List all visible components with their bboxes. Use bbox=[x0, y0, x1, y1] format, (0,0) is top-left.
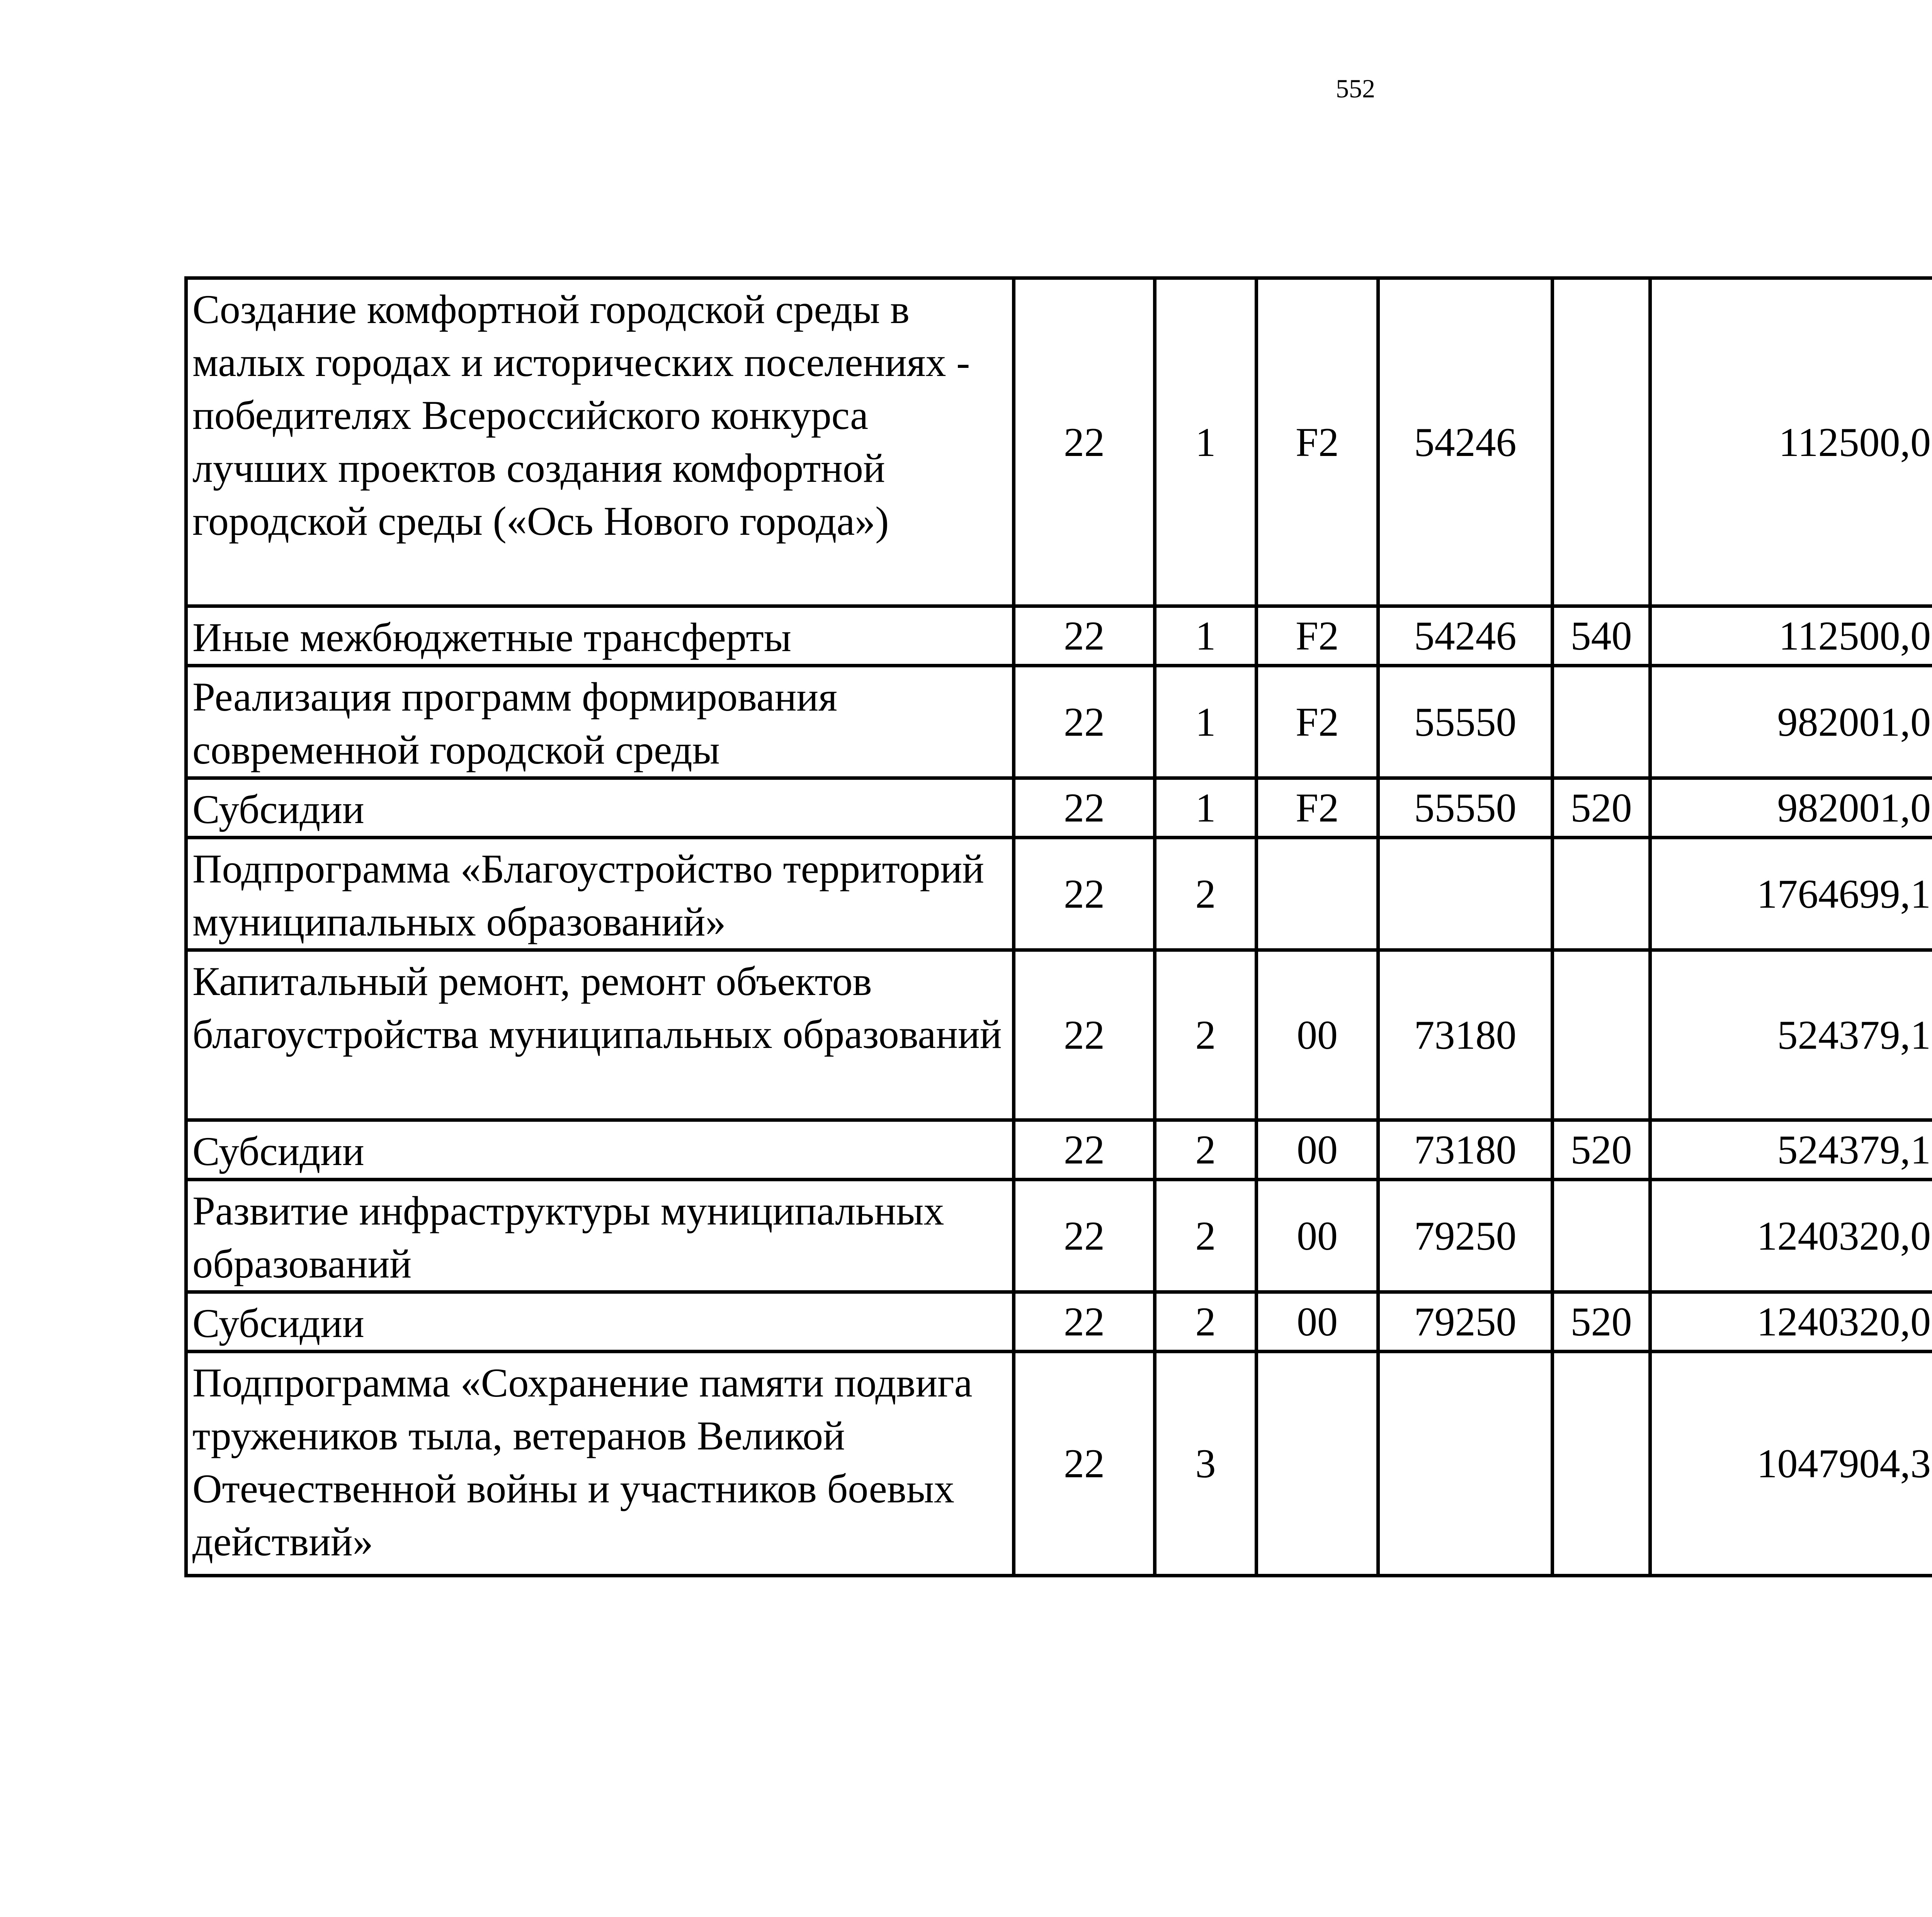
table-row bbox=[186, 666, 1932, 778]
amount-1: 982001,0 bbox=[1650, 778, 1932, 838]
direction-code: 00 bbox=[1257, 950, 1378, 1120]
subprogram-code: 1 bbox=[1155, 778, 1257, 838]
item-name: Подпрограмма «Сохранение памяти подвига тружеников тыла, ветеранов Великой Отечественной войны и участников боевых действий» bbox=[186, 1352, 1014, 1576]
direction-code: F2 bbox=[1257, 606, 1378, 666]
item-name: Капитальный ремонт, ремонт объектов благоустройства муниципальных образований bbox=[186, 950, 1014, 1120]
direction-code bbox=[1257, 1352, 1378, 1576]
expense-type-code bbox=[1553, 1352, 1650, 1576]
target-code bbox=[1378, 1352, 1553, 1576]
table-row bbox=[186, 950, 1932, 1120]
direction-code: 00 bbox=[1257, 1292, 1378, 1352]
item-name: Субсидии bbox=[186, 778, 1014, 838]
item-name: Иные межбюджетные трансферты bbox=[186, 606, 1014, 666]
target-code: 79250 bbox=[1378, 1180, 1553, 1292]
expense-type-code bbox=[1553, 278, 1650, 606]
item-name: Субсидии bbox=[186, 1120, 1014, 1180]
item-name: Субсидии bbox=[186, 1292, 1014, 1352]
expense-type-code: 520 bbox=[1553, 1120, 1650, 1180]
target-code: 54246 bbox=[1378, 606, 1553, 666]
program-code: 22 bbox=[1014, 1292, 1155, 1352]
direction-code bbox=[1257, 838, 1378, 950]
direction-code: F2 bbox=[1257, 278, 1378, 606]
amount-1: 112500,0 bbox=[1650, 606, 1932, 666]
program-code: 22 bbox=[1014, 838, 1155, 950]
table-row bbox=[186, 1292, 1932, 1352]
item-name: Подпрограмма «Благоустройство территорий муниципальных образований» bbox=[186, 838, 1014, 950]
subprogram-code: 1 bbox=[1155, 278, 1257, 606]
subprogram-code: 2 bbox=[1155, 1180, 1257, 1292]
direction-code: 00 bbox=[1257, 1180, 1378, 1292]
table-row bbox=[186, 838, 1932, 950]
expense-type-code bbox=[1553, 838, 1650, 950]
program-code: 22 bbox=[1014, 666, 1155, 778]
subprogram-code: 3 bbox=[1155, 1352, 1257, 1576]
expense-type-code: 520 bbox=[1553, 778, 1650, 838]
amount-1: 1240320,0 bbox=[1650, 1292, 1932, 1352]
item-name: Реализация программ формирования современной городской среды bbox=[186, 666, 1014, 778]
item-name: Развитие инфраструктуры муниципальных образований bbox=[186, 1180, 1014, 1292]
subprogram-code: 2 bbox=[1155, 950, 1257, 1120]
amount-1: 524379,1 bbox=[1650, 1120, 1932, 1180]
expense-type-code bbox=[1553, 666, 1650, 778]
expense-type-code: 540 bbox=[1553, 606, 1650, 666]
program-code: 22 bbox=[1014, 1180, 1155, 1292]
amount-1: 524379,1 bbox=[1650, 950, 1932, 1120]
table-row bbox=[186, 1352, 1932, 1576]
table-row bbox=[186, 778, 1932, 838]
target-code: 55550 bbox=[1378, 778, 1553, 838]
direction-code: F2 bbox=[1257, 778, 1378, 838]
amount-1: 1240320,0 bbox=[1650, 1180, 1932, 1292]
program-code: 22 bbox=[1014, 778, 1155, 838]
program-code: 22 bbox=[1014, 950, 1155, 1120]
direction-code: 00 bbox=[1257, 1120, 1378, 1180]
table-row bbox=[186, 1180, 1932, 1292]
expense-type-code bbox=[1553, 1180, 1650, 1292]
amount-1: 1764699,1 bbox=[1650, 838, 1932, 950]
table-row bbox=[186, 1120, 1932, 1180]
item-name: Создание комфортной городской среды в малых городах и исторических поселениях - победителях Всероссийского конкурса лучших проектов создания комфортной городской среды («Ось Нового города») bbox=[186, 278, 1014, 606]
table-row bbox=[186, 606, 1932, 666]
target-code bbox=[1378, 838, 1553, 950]
amount-1: 982001,0 bbox=[1650, 666, 1932, 778]
program-code: 22 bbox=[1014, 1120, 1155, 1180]
program-code: 22 bbox=[1014, 606, 1155, 666]
target-code: 73180 bbox=[1378, 950, 1553, 1120]
program-code: 22 bbox=[1014, 1352, 1155, 1576]
direction-code: F2 bbox=[1257, 666, 1378, 778]
target-code: 79250 bbox=[1378, 1292, 1553, 1352]
page-number: 552 bbox=[1336, 74, 1375, 103]
target-code: 54246 bbox=[1378, 278, 1553, 606]
expense-type-code: 520 bbox=[1553, 1292, 1650, 1352]
subprogram-code: 1 bbox=[1155, 606, 1257, 666]
amount-1: 112500,0 bbox=[1650, 278, 1932, 606]
subprogram-code: 1 bbox=[1155, 666, 1257, 778]
table-row bbox=[186, 278, 1932, 606]
budget-table bbox=[184, 276, 1932, 1577]
program-code: 22 bbox=[1014, 278, 1155, 606]
target-code: 73180 bbox=[1378, 1120, 1553, 1180]
subprogram-code: 2 bbox=[1155, 1120, 1257, 1180]
expense-type-code bbox=[1553, 950, 1650, 1120]
amount-1: 1047904,3 bbox=[1650, 1352, 1932, 1576]
target-code: 55550 bbox=[1378, 666, 1553, 778]
subprogram-code: 2 bbox=[1155, 838, 1257, 950]
subprogram-code: 2 bbox=[1155, 1292, 1257, 1352]
